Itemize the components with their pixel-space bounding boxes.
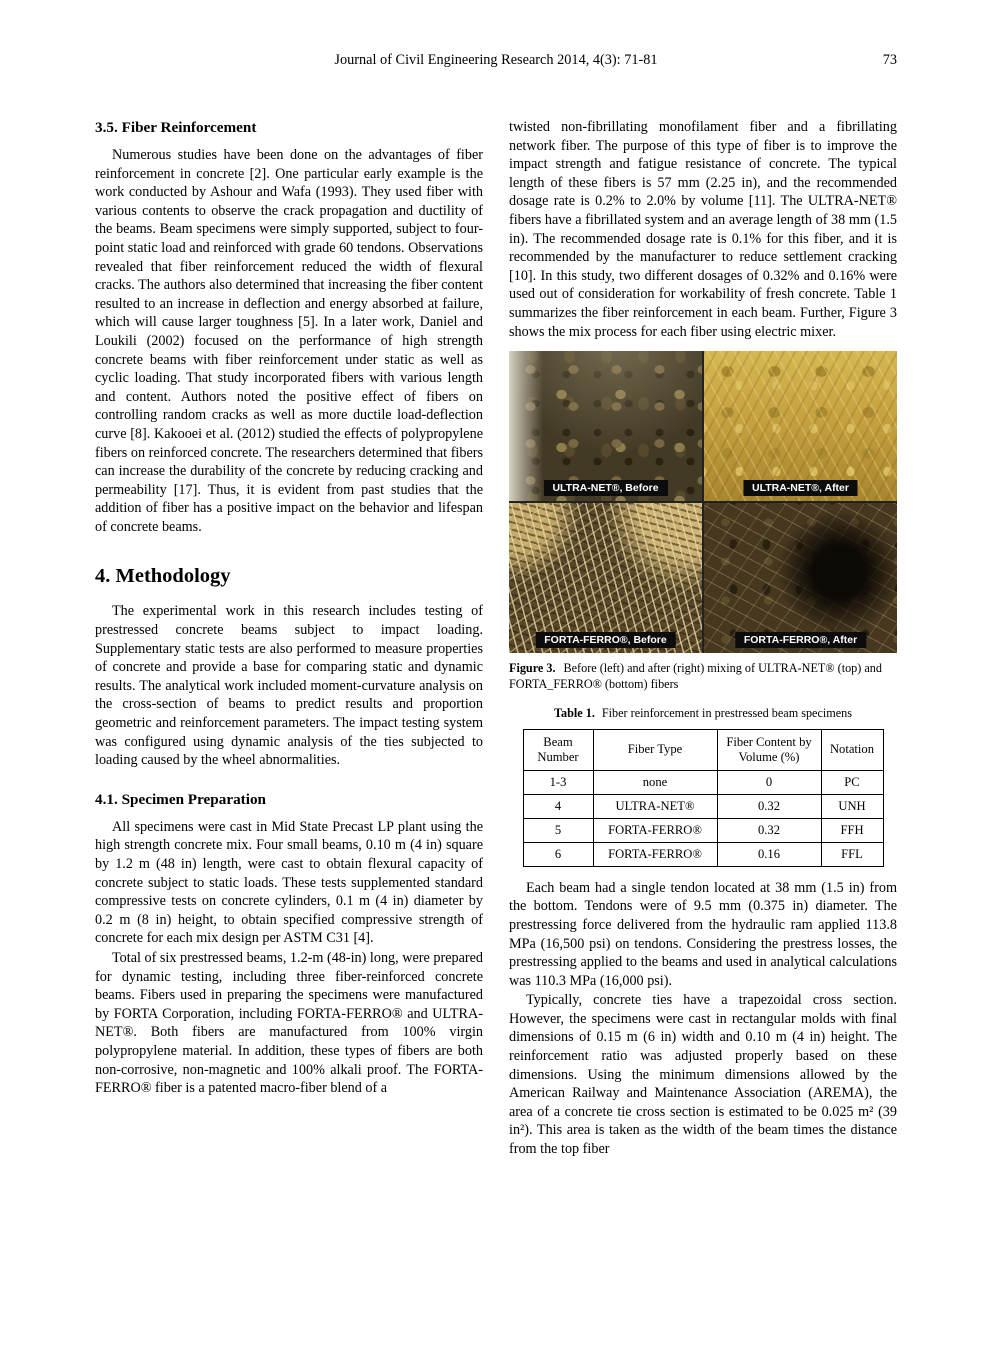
photo-label-ultranet-before: ULTRA-NET®, Before [543,480,667,496]
cell-fiber-content: 0.16 [717,842,821,866]
cell-notation: FFH [821,818,883,842]
table-1 [523,729,884,867]
cell-fiber-type: ULTRA-NET® [593,794,717,818]
photo-ultranet-before [509,351,702,501]
table-1-caption-label: Table 1. [554,705,595,720]
journal-title: Journal of Civil Engineering Research 2014, 4(3): 71-81 [334,52,658,68]
cell-fiber-content: 0 [717,770,821,794]
table-1-caption [509,706,897,721]
cell-notation: UNH [821,794,883,818]
col-header-beam-number: Beam Number [523,729,593,770]
cell-notation: FFL [821,842,883,866]
cell-beam-number: 5 [523,818,593,842]
cell-fiber-content: 0.32 [717,794,821,818]
table-row [523,794,883,818]
heading-4-methodology: 4. Methodology [95,565,231,588]
paragraph-specimen-2: Total of six prestressed beams, 1.2-m (48-in) long, were prepared for dynamic testing, including three fiber-reinforced concrete beams. Fibers used in preparing the specimens were manufactured by FORTA Corporation, including FORTA-FERRO® and ULTRA-NET®. Both fibers are manufactured from 100% virgin polypropylene material. In addition, these types of fibers are both non-corrosive, non-magnetic and 100% alkali proof. The FORTA-FERRO® fiber is a patented macro-fiber blend of a [95,949,483,1097]
cell-beam-number: 6 [523,842,593,866]
cell-beam-number: 4 [523,794,593,818]
paragraph-methodology: The experimental work in this research includes testing of prestressed concrete beams subject to impact loading. Supplementary static tests are also performed to measure properties of concrete and provide a base for comparing static and dynamic results. The analytical work included moment-curvature analysis on the cross-section of beams to predict results and proportion geometric and reinforcement parameters. The impact testing system was configured using dynamic analysis of the ties subjected to loading caused by the wheel abnormalities. [95,603,483,769]
photo-fortaferro-after [704,503,897,653]
cell-notation: PC [821,770,883,794]
figure-3-caption-label: Figure 3. [509,661,556,676]
heading-3-5: 3.5. Fiber Reinforcement [95,119,257,136]
figure-3 [509,351,897,693]
figure-3-caption [509,661,897,693]
paragraph-specimen-1: All specimens were cast in Mid State Precast LP plant using the high strength concrete mix. Four small beams, 0.10 m (4 in) square by 1.2 m (48 in) length, were cast to obtain flexural capacity of concrete subject to static loads. These tests supplemented standard compressive tests on concrete cylinders, 0.1 m (4 in) diameter by 0.2 m (8 in) height, to obtain specified compressive strength of concrete for each mix design per ASTM C31 [4]. [95,818,483,947]
cell-fiber-type: none [593,770,717,794]
paragraph-3-5: Numerous studies have been done on the advantages of fiber reinforcement in concrete [2]. One particular early example is the work conducted by Ashour and Wafa (1993). They used fiber with various contents to observe the crack propagation and ductility of the beams. Beam specimens were simply supported, subject to four-point static load and reinforced with grade 60 tendons. Observations revealed that fiber reinforcement reduced the width of flexural cracks. The authors also determined that increasing the fiber content resulted to an increase in deflection and energy absorbed at failure, which will cause larger toughness [5]. In a later work, Daniel and Loukili (2002) focused on the performance of high strength concrete beams with fiber reinforcement under static as well as cyclic loading. That study incorporated fibers with various length and content. Authors noted the positive effect of fibers on controlling random cracks as well as more ductile load-deflection curve [8]. Kakooei et al. (2012) studied the effects of polypropylene fibers on reinforced concrete. The researchers determined that fibers can increase the durability of the concrete by reducing cracking and permeability [17]. Thus, it is evident from past studies that the addition of fiber has a positive impact on the behavior and lifespan of concrete beams. [95,147,483,535]
photo-ultranet-after [704,351,897,501]
right-column [509,118,897,1160]
figure-3-caption-text: Before (left) and after (right) mixing of ULTRA-NET® (top) and FORTA_FERRO® (bottom) fibers [509,661,882,691]
two-column-layout [95,118,897,1160]
col-header-fiber-content: Fiber Content by Volume (%) [717,729,821,770]
paragraph-tendon: Each beam had a single tendon located at 38 mm (1.5 in) from the bottom. Tendons were of 9.5 mm (0.375 in) diameter. The prestressing force delivered from the hydraulic ram applied 113.8 MPa (16,500 psi) on tendons. Considering the prestress losses, the prestressing applied to the beams and used in analytical calculations was 110.3 MPa (16,000 psi). [509,879,897,989]
cell-fiber-type: FORTA-FERRO® [593,842,717,866]
left-column [95,118,483,1160]
photo-label-ultranet-after: ULTRA-NET®, After [743,480,858,496]
cell-fiber-type: FORTA-FERRO® [593,818,717,842]
photo-label-fortaferro-before: FORTA-FERRO®, Before [535,632,675,648]
figure-3-photo-grid [509,351,897,653]
table-header-row [523,729,883,770]
col-header-fiber-type: Fiber Type [593,729,717,770]
photo-label-fortaferro-after: FORTA-FERRO®, After [735,632,866,648]
page-number: 73 [882,52,897,68]
table-row [523,842,883,866]
heading-4-1: 4.1. Specimen Preparation [95,790,266,808]
table-row [523,770,883,794]
page-header [95,52,897,72]
paragraph-fibers-continued: twisted non-fibrillating monofilament fiber and a fibrillating network fiber. The purpose of this type of fiber is to improve the impact strength and fatigue resistance of concrete. The typical length of these fibers is 57 mm (2.25 in), and the recommended dosage rate is 0.2% to 2.0% by volume [11]. The ULTRA-NET® fibers have a fibrillated system and an average length of 38 mm (1.5 in). The recommended dosage rate is 0.1% for this fiber, and it is recommended by the manufacturer to reduce settlement cracking [10]. In this study, two different dosages of 0.32% and 0.16% were used out of consideration for workability of fresh concrete. Table 1 summarizes the fiber reinforcement in each beam. Further, Figure 3 shows the mix process for each fiber using electric mixer. [509,119,897,340]
cell-fiber-content: 0.32 [717,818,821,842]
table-1-caption-text: Fiber reinforcement in prestressed beam specimens [601,705,852,720]
table-row [523,818,883,842]
photo-fortaferro-before [509,503,702,653]
col-header-notation: Notation [821,729,883,770]
cell-beam-number: 1-3 [523,770,593,794]
paragraph-cross-section: Typically, concrete ties have a trapezoidal cross section. However, the specimens were cast in rectangular molds with final dimensions of 0.15 m (6 in) width and 0.10 m (4 in) height. The reinforcement ratio was adjusted properly based on these dimensions. Using the minimum dimensions allowed by the American Railway and Maintenance Association (AREMA), the area of a concrete tie cross section is estimated to be 0.025 m² (39 in²). This area is taken as the width of the beam times the distance from the top fiber [509,992,897,1158]
